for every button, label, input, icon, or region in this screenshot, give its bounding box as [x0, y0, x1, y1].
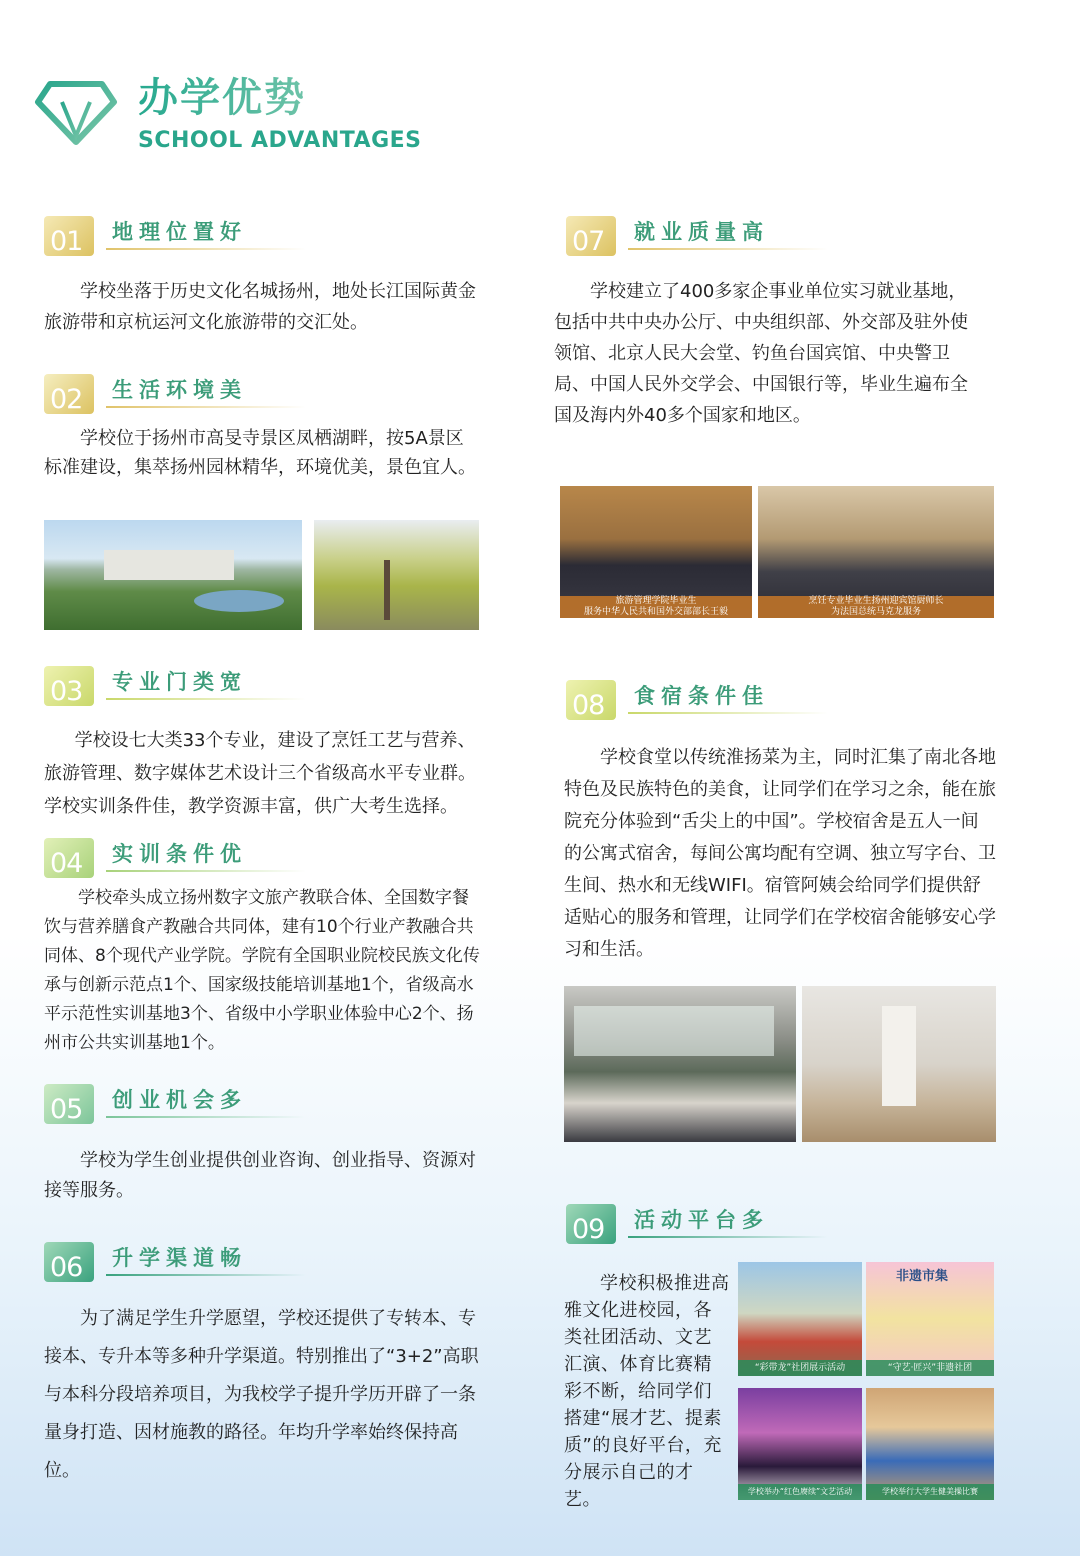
- section-09-text: 学校积极推进高雅文化进校园，各类社团活动、文艺汇演、体育比赛精彩不断，给同学们搭建“展才艺、提素质”的良好平台，充分展示自己的才艺。: [564, 1273, 730, 1510]
- section-number: 06: [50, 1252, 83, 1283]
- chef-photo: [758, 486, 994, 618]
- photo-caption: “守艺·匠兴”非遗社团: [866, 1360, 994, 1376]
- photo-caption: 旅游管理学院毕业生: [615, 596, 697, 606]
- section-08-header: [566, 680, 826, 740]
- section-08-text: 学校食堂以传统淮扬菜为主，同时汇集了南北各地特色及民族特色的美食，让同学们在学习之余，能在旅院充分体验到“舌尖上的中国”。学校宿舍是五人一间的公寓式宿舍，每间公寓均配有空调、独立写字台、卫生间、热水和无线WIFI。宿管阿姨会给同学们提供舒适贴心的服务和管理，让同学们在学校宿舍能够安心学习和生活。: [564, 747, 996, 960]
- campus-photo: [44, 520, 302, 630]
- section-07-text: 学校建立了400多家企事业单位实习就业基地，包括中共中央办公厅、中央组织部、外交部及驻外使领馆、北京人民大会堂、钓鱼台国宾馆、中央警卫局、中国人民外交学会、中国银行等，毕业生遍布全国及海内外40多个国家和地区。: [554, 281, 968, 426]
- section-05-header: [44, 1084, 304, 1144]
- section-title: 地理位置好: [112, 220, 247, 244]
- photo-title: 非遗市集: [896, 1269, 949, 1284]
- photo-caption: 烹饪专业毕业生扬州迎宾馆厨师长: [808, 596, 944, 606]
- diamond-icon: [34, 80, 118, 146]
- section-02-text: 学校位于扬州市高旻寺景区凤栖湖畔，按5A景区标准建设，集萃扬州园林精华，环境优美，景色宜人。: [44, 428, 476, 478]
- page-title: 办学优势: [138, 66, 306, 123]
- section-title: 创业机会多: [112, 1088, 247, 1112]
- page-subtitle: SCHOOL ADVANTAGES: [138, 128, 422, 153]
- cheerleading-photo: [866, 1388, 994, 1500]
- dragon-dance-photo: [738, 1262, 862, 1376]
- diplomat-photo: [560, 486, 752, 618]
- photo-caption: 学校举行大学生健美操比赛: [866, 1484, 994, 1500]
- section-title: 生活环境美: [112, 378, 247, 402]
- dormitory-photo: [802, 986, 996, 1142]
- section-number: 02: [50, 384, 83, 415]
- section-03-header: [44, 666, 304, 726]
- section-number: 08: [572, 690, 605, 721]
- section-title: 升学渠道畅: [112, 1246, 247, 1270]
- section-01-header: [44, 216, 304, 276]
- section-03-text: 学校设七大类33个专业，建设了烹饪工艺与营养、旅游管理、数字媒体艺术设计三个省级高水平专业群。学校实训条件佳，教学资源丰富，供广大考生选择。: [44, 730, 476, 817]
- section-title: 就业质量高: [634, 220, 769, 244]
- section-06-header: [44, 1242, 304, 1302]
- section-title: 活动平台多: [634, 1208, 769, 1232]
- photo-caption: 服务中华人民共和国外交部部长王毅: [583, 607, 728, 617]
- section-07-header: [566, 216, 826, 276]
- section-09-header: [566, 1204, 826, 1264]
- section-05-text: 学校为学生创业提供创业咨询、创业指导、资源对接等服务。: [44, 1150, 476, 1201]
- photo-caption: 为法国总统马克龙服务: [830, 607, 921, 617]
- section-06-text: 为了满足学生升学愿望，学校还提供了专转本、专接本、专升本等多种升学渠道。特别推出了“3+2”高职与本科分段培养项目，为我校学子提升学历开辟了一条量身打造、因材施教的路径。年均升学率始终保持高位。: [44, 1308, 479, 1481]
- section-number: 07: [572, 226, 605, 257]
- performance-photo: [738, 1388, 862, 1500]
- section-title: 实训条件优: [112, 842, 247, 866]
- section-04-text: 学校牵头成立扬州数字文旅产教联合体、全国数字餐饮与营养膳食产教融合共同体，建有10个行业产教融合共同体、8个现代产业学院。学院有全国职业院校民族文化传承与创新示范点1个、国家级技能培训基地1个，省级高水平示范性实训基地3个、省级中小学职业体验中心2个、扬州市公共实训基地1个。: [44, 888, 480, 1053]
- section-number: 09: [572, 1214, 605, 1245]
- photo-caption: “彩带龙”社团展示活动: [738, 1360, 862, 1376]
- canteen-photo: [564, 986, 796, 1142]
- ginkgo-photo: [314, 520, 479, 630]
- section-number: 03: [50, 676, 83, 707]
- heritage-market-photo: [866, 1262, 994, 1376]
- section-title: 专业门类宽: [112, 670, 247, 694]
- section-01-text: 学校坐落于历史文化名城扬州，地处长江国际黄金旅游带和京杭运河文化旅游带的交汇处。: [44, 281, 476, 333]
- photo-caption: 学校举办“红色赓续”文艺活动: [738, 1484, 862, 1500]
- section-title: 食宿条件佳: [634, 684, 769, 708]
- section-number: 05: [50, 1094, 83, 1125]
- section-number: 01: [50, 226, 83, 257]
- section-number: 04: [50, 848, 83, 879]
